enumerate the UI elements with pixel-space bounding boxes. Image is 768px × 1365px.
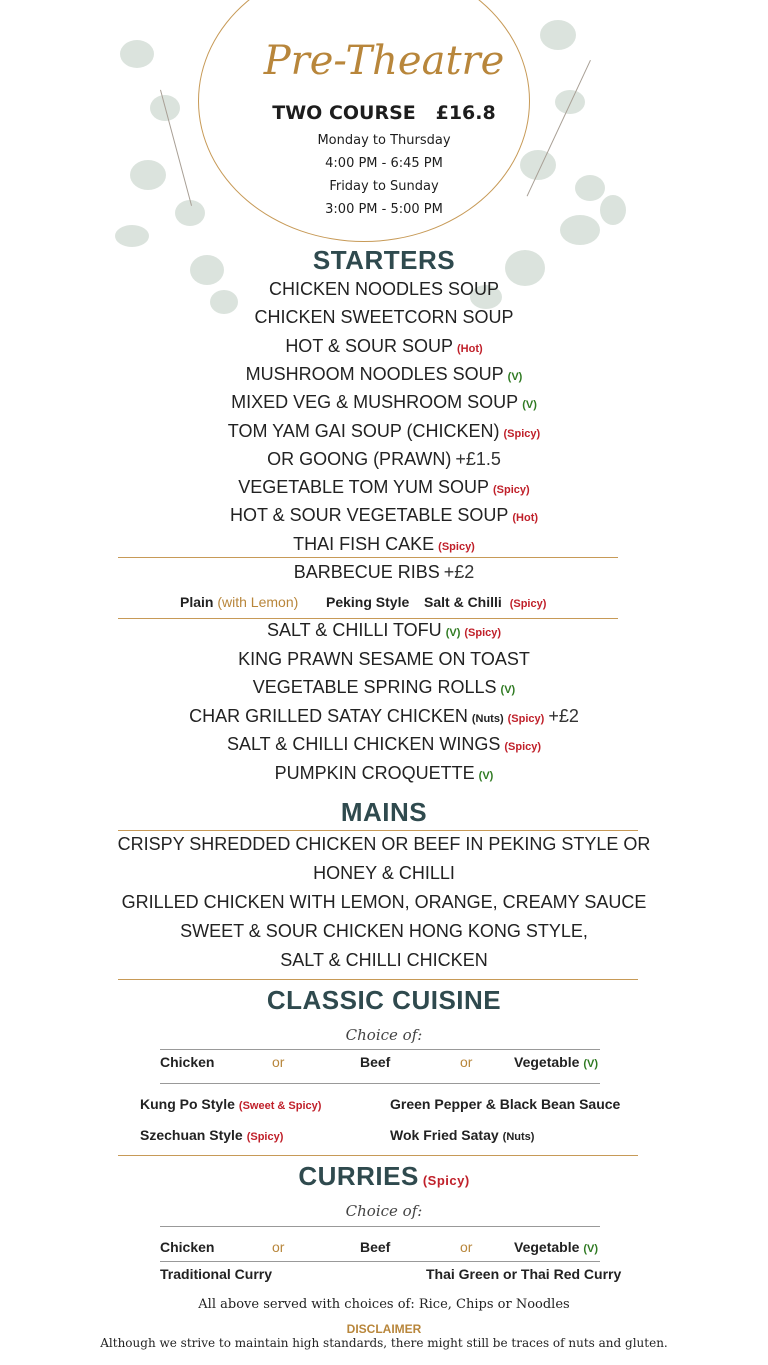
starter-item [0, 449, 768, 470]
starter-item-name: TOM YAM GAI SOUP (CHICKEN) [227, 420, 500, 441]
mains-title: MAINS [340, 797, 428, 827]
mains-line: HONEY & CHILLI [313, 863, 455, 883]
starter-item [0, 477, 768, 498]
divider [160, 1083, 600, 1084]
dietary-tag: (V) [478, 769, 494, 782]
starter-item [0, 505, 768, 526]
mains-line: GRILLED CHICKEN WITH LEMON, ORANGE, CREAMY SAUCE [121, 892, 647, 912]
starter-item [0, 364, 768, 385]
classic-option-beef: Beef [360, 1054, 391, 1070]
starter-item [0, 677, 768, 698]
starter-item [0, 392, 768, 413]
classic-or: or [272, 1054, 285, 1070]
mains-line: SALT & CHILLI CHICKEN [280, 950, 488, 970]
starter-item [0, 562, 768, 583]
starters-title: STARTERS [312, 245, 456, 275]
dietary-tag: (Spicy) [503, 427, 541, 440]
starter-item-name: KING PRAWN SESAME ON TOAST [238, 648, 530, 669]
dietary-tag: (V) [500, 684, 516, 696]
served-note: All above served with choices of: Rice, Chips or Noodles [198, 1297, 570, 1312]
starter-item [0, 620, 768, 641]
classic-or: or [460, 1054, 473, 1070]
ribs-style-peking: Peking Style [326, 594, 410, 610]
starter-item [0, 763, 768, 784]
ribs-style-salt-chilli: Salt & Chilli (Spicy) [424, 594, 547, 610]
divider [160, 1226, 600, 1227]
classic-option-chicken: Chicken [160, 1054, 215, 1070]
classic-title: CLASSIC CUISINE [266, 985, 502, 1015]
brand-title: Pre-Theatre [263, 38, 505, 84]
curry-option-chicken: Chicken [160, 1239, 215, 1255]
starter-item-name: OR GOONG (PRAWN) [267, 448, 452, 469]
curry-or: or [460, 1239, 473, 1255]
curry-thai: Thai Green or Thai Red Curry [426, 1266, 622, 1282]
dietary-tag: (Hot) [512, 512, 539, 525]
price-supplement: +£1.5 [455, 448, 501, 469]
divider [118, 557, 618, 558]
mains-line: CRISPY SHREDDED CHICKEN OR BEEF IN PEKING STYLE OR [117, 834, 651, 854]
curry-option-vegetable: Vegetable (V) [514, 1239, 599, 1255]
ribs-style-plain: Plain (with Lemon) [180, 594, 299, 610]
curries-title: CURRIES (Spicy) [298, 1161, 470, 1191]
style-satay: Wok Fried Satay (Nuts) [390, 1127, 535, 1143]
divider [118, 1155, 638, 1156]
hours-line: 4:00 PM - 6:45 PM [325, 156, 443, 171]
divider [118, 979, 638, 980]
curry-option-beef: Beef [360, 1239, 391, 1255]
price-supplement: +£2 [443, 561, 475, 582]
dietary-tag: (V) [507, 370, 523, 383]
starter-item-name: CHICKEN SWEETCORN SOUP [254, 307, 514, 328]
starter-item-name: SALT & CHILLI TOFU [266, 620, 442, 640]
starter-item-name: SALT & CHILLI CHICKEN WINGS [226, 734, 501, 754]
starter-item-name: HOT & SOUR VEGETABLE SOUP [229, 505, 509, 526]
starter-item [0, 706, 768, 727]
curries-choice-label: Choice of: [345, 1202, 423, 1220]
price-supplement: +£2 [548, 705, 579, 726]
disclaimer-title: DISCLAIMER [346, 1322, 422, 1336]
starter-item-name: PUMPKIN CROQUETTE [274, 762, 475, 783]
starter-item [0, 336, 768, 357]
dietary-tag: (Spicy) [464, 627, 502, 639]
style-szechuan: Szechuan Style (Spicy) [140, 1127, 284, 1143]
dietary-tag: (Spicy) [493, 484, 530, 497]
course-price: TWO COURSE £16.8 [272, 102, 496, 124]
dietary-tag: (Spicy) [507, 712, 545, 725]
dietary-tag: (Hot) [457, 342, 483, 355]
starter-item-name: VEGETABLE SPRING ROLLS [252, 677, 497, 697]
mains-line: SWEET & SOUR CHICKEN HONG KONG STYLE, [180, 921, 588, 941]
starter-item-name: VEGETABLE TOM YUM SOUP [238, 477, 490, 498]
classic-option-vegetable: Vegetable (V) [514, 1054, 599, 1070]
starter-item-name: CHICKEN NOODLES SOUP [268, 279, 500, 299]
starter-item-name: CHAR GRILLED SATAY CHICKEN [189, 705, 468, 726]
classic-choice-label: Choice of: [345, 1026, 423, 1044]
starter-item [0, 279, 768, 300]
divider [118, 830, 638, 831]
disclaimer-text: Although we strive to maintain high standards, there might still be traces of nuts and gluten. [100, 1336, 668, 1350]
curry-or: or [272, 1239, 285, 1255]
dietary-tag: (Spicy) [504, 741, 542, 753]
starter-item-name: MIXED VEG & MUSHROOM SOUP [231, 392, 519, 413]
style-kung-po: Kung Po Style (Sweet & Spicy) [140, 1096, 322, 1112]
starter-item-name: MUSHROOM NOODLES SOUP [245, 363, 504, 384]
divider [160, 1261, 600, 1262]
starter-item [0, 421, 768, 442]
starter-item [0, 534, 768, 555]
style-green-pepper: Green Pepper & Black Bean Sauce [390, 1096, 621, 1112]
hours-line: Friday to Sunday [329, 179, 439, 194]
starter-item [0, 649, 768, 670]
hours-line: 3:00 PM - 5:00 PM [325, 202, 443, 217]
dietary-tag: (V) [522, 399, 537, 412]
starter-item-name: THAI FISH CAKE [293, 533, 435, 554]
hours-line: Monday to Thursday [317, 133, 451, 148]
divider [160, 1049, 600, 1050]
starter-item-name: HOT & SOUR SOUP [285, 335, 454, 356]
dietary-tag: (Nuts) [471, 712, 504, 725]
dietary-tag: (V) [445, 627, 461, 639]
dietary-tag: (Spicy) [438, 540, 475, 553]
starter-item [0, 307, 768, 328]
starter-item-name: BARBECUE RIBS [293, 561, 440, 582]
curry-traditional: Traditional Curry [160, 1266, 273, 1282]
starter-item [0, 734, 768, 755]
divider [118, 618, 618, 619]
